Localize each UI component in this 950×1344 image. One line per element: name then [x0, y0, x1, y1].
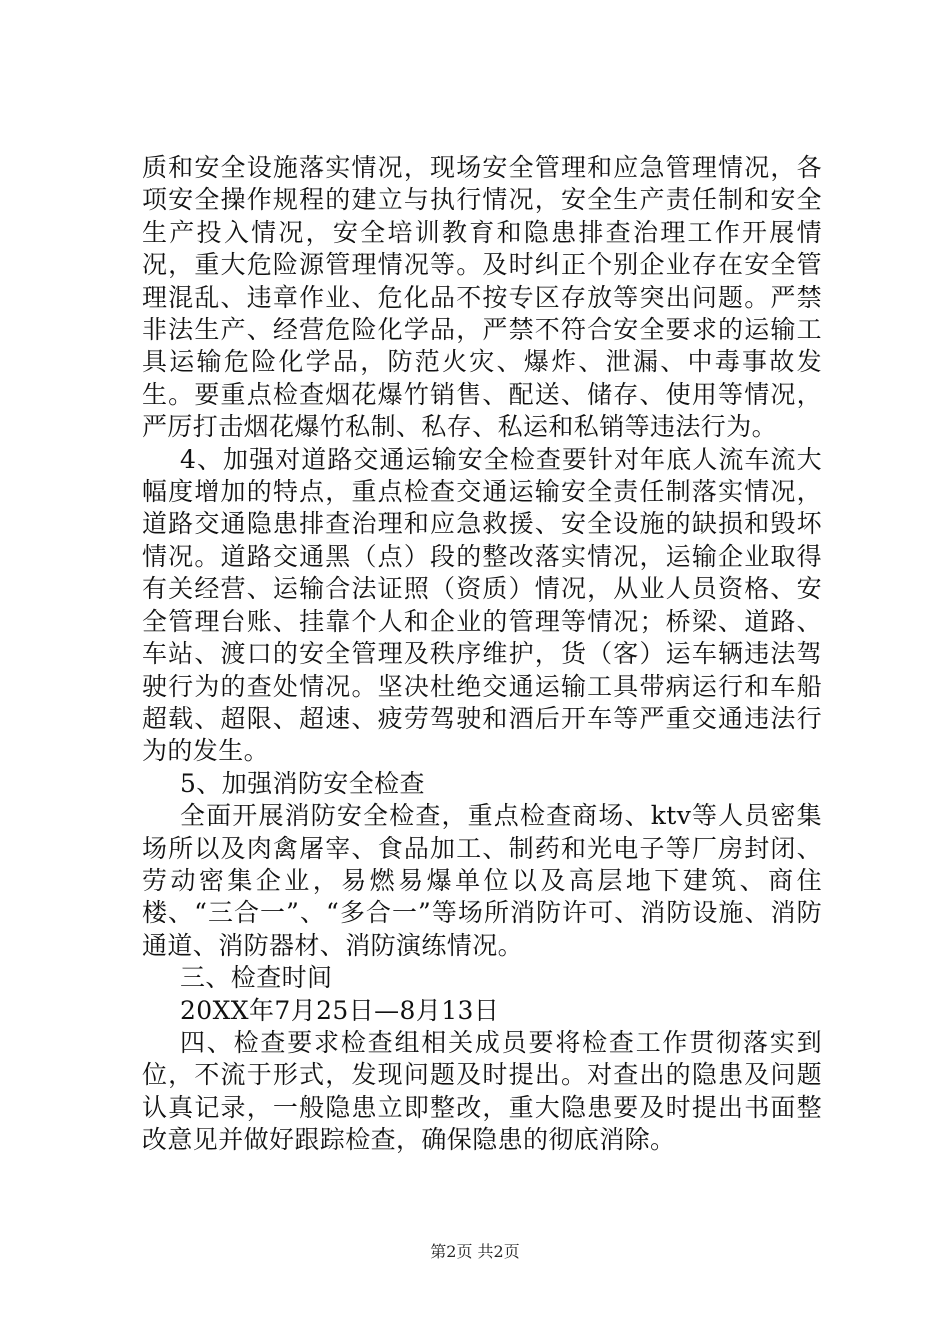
paragraph-road-traffic-inspection: 4、加强对道路交通运输安全检查要针对年底人流车流大幅度增加的特点，重点检查交通运输安全责任制落实情况，道路交通隐患排查治理和应急救援、安全设施的缺损和毁坏情况。道路交通黑（点）段的整改落实情况，运输企业取得有关经营、运输合法证照（资质）情况，从业人员资格、安全管理台账、挂靠个人和企业的管理等情况；桥梁、道路、车站、渡口的安全管理及秩序维护，货（客）运车辆违法驾驶行为的查处情况。坚决杜绝交通运输工具带病运行和车船超载、超限、超速、疲劳驾驶和酒后开车等严重交通违法行为的发生。: [142, 444, 822, 766]
heading-inspection-time: 三、检查时间: [180, 963, 333, 993]
paragraph-fire-safety-details: 全面开展消防安全检查，重点检查商场、ktv等人员密集场所以及肉禽屠宰、食品加工、制药和光电子等厂房封闭、劳动密集企业，易燃易爆单位以及高层地下建筑、商住楼、“三合一”、“多合一”等场所消防许可、消防设施、消防通道、消防器材、消防演练情况。: [142, 801, 822, 960]
document-body: [142, 152, 822, 1157]
heading-fire-safety-inspection: 5、加强消防安全检查: [180, 768, 425, 798]
paragraph-inspection-details: 质和安全设施落实情况，现场安全管理和应急管理情况，各项安全操作规程的建立与执行情况，安全生产责任制和安全生产投入情况，安全培训教育和隐患排查治理工作开展情况，重大危险源管理情况等。及时纠正个别企业存在安全管理混乱、违章作业、危化品不按专区存放等突出问题。严禁非法生产、经营危险化学品，严禁不符合安全要求的运输工具运输危险化学品，防范火灾、爆炸、泄漏、中毒事故发生。要重点检查烟花爆竹销售、配送、储存、使用等情况，严厉打击烟花爆竹私制、私存、私运和私销等违法行为。: [142, 153, 822, 442]
paragraph-inspection-requirements: 四、检查要求检查组相关成员要将检查工作贯彻落实到位，不流于形式，发现问题及时提出。对查出的隐患及问题认真记录，一般隐患立即整改，重大隐患要及时提出书面整改意见并做好跟踪检查，确保隐患的彻底消除。: [142, 1027, 822, 1155]
page-number-footer: 第2页 共2页: [430, 1242, 520, 1261]
paragraph-inspection-dates: 20XX年7月25日—8月13日: [180, 995, 500, 1025]
